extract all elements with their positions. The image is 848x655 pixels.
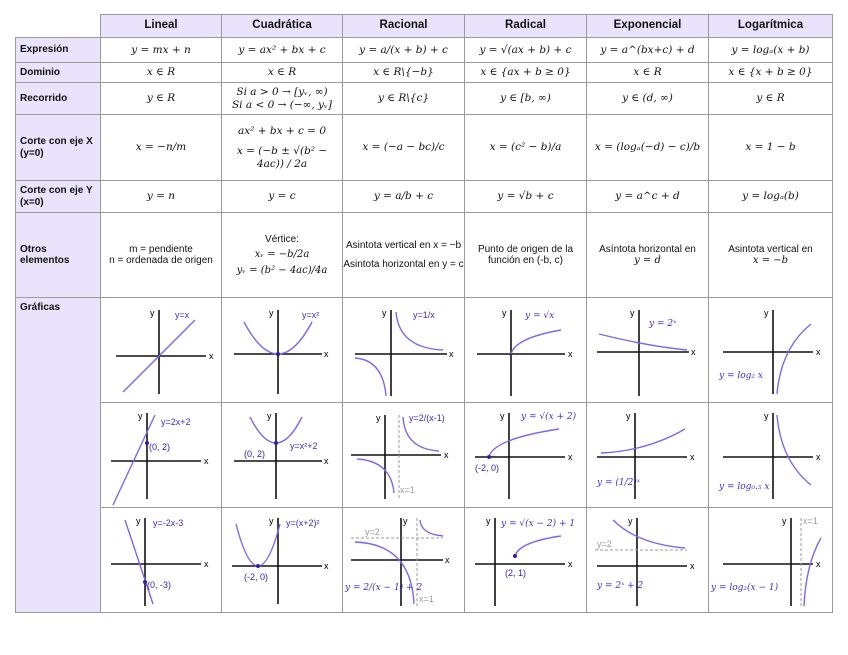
asymptote-h-label: y=2 xyxy=(365,527,380,537)
asymptote-v-label: x=1 xyxy=(419,594,434,604)
graph-lineal-2 xyxy=(101,403,221,507)
axis-y-label: y xyxy=(138,411,143,421)
point-label: (0, 2) xyxy=(149,442,171,452)
row-dominio xyxy=(16,63,833,83)
func-label: y=2/(x-1) xyxy=(409,413,445,423)
graph-cell-lineal-1 xyxy=(101,298,222,403)
func-label: y=x²+2 xyxy=(290,441,318,451)
corte-y-logaritmica: y = logₐ(b) xyxy=(709,181,833,213)
graph-cell-logaritmica-1 xyxy=(709,298,833,403)
row-label-graficas: Gráficas xyxy=(16,298,101,613)
origin-point xyxy=(487,455,491,459)
otros-cuadratica-3: yᵥ = (b² − 4ac)/4a xyxy=(236,264,328,276)
func-label: y = log₂(x − 1) xyxy=(711,583,779,593)
axis-x-label: x xyxy=(324,349,329,359)
function-comparison-table xyxy=(15,14,833,613)
axis-y-label: y xyxy=(764,411,769,421)
corte-x-logaritmica: x = 1 − b xyxy=(709,115,833,181)
expresion-radical: y = √(ax + b) + c xyxy=(465,38,587,63)
expresion-cuadratica: y = ax² + bx + c xyxy=(222,38,343,63)
expresion-racional: y = a/(x + b) + c xyxy=(343,38,465,63)
axis-x-label: x xyxy=(568,452,573,462)
curve xyxy=(613,520,685,548)
func-label: y=2x+2 xyxy=(161,417,191,427)
curve xyxy=(601,429,685,453)
dominio-lineal: x ∈ R xyxy=(101,63,222,83)
otros-lineal xyxy=(101,213,222,298)
otros-exponencial-2: y = d xyxy=(634,255,661,266)
corte-x-cuadratica xyxy=(222,115,343,181)
curve xyxy=(804,538,821,606)
row-label-corte-y-2: (x=0) xyxy=(20,196,44,208)
func-label: y = 2ˣ xyxy=(649,319,677,329)
point-label: (-2, 0) xyxy=(475,463,500,473)
otros-cuadratica-1: Vértice: xyxy=(265,233,299,245)
curve xyxy=(236,524,280,566)
otros-racional-2: Asintota horizontal en y = c xyxy=(343,259,464,270)
axis-y-label: y xyxy=(382,308,387,318)
axis-x-label: x xyxy=(324,456,329,466)
curve xyxy=(515,536,561,556)
graph-cell-exponencial-3 xyxy=(587,508,709,613)
func-label: y=1/x xyxy=(413,310,435,320)
expresion-exponencial: y = a^(bx+c) + d xyxy=(587,38,709,63)
asymptote-label: x=1 xyxy=(803,516,818,526)
otros-cuadratica xyxy=(222,213,343,298)
expresion-logaritmica: y = logₐ(x + b) xyxy=(709,38,833,63)
curve-branch-positive xyxy=(420,520,443,536)
axis-y-label: y xyxy=(502,308,507,318)
func-label: y = (1/2)ˣ xyxy=(597,478,641,488)
axis-x-label: x xyxy=(204,559,209,569)
graph-racional-1 xyxy=(343,298,464,402)
axis-y-label: y xyxy=(269,308,274,318)
vertex-point xyxy=(274,441,278,445)
graph-cell-cuadratica-3 xyxy=(222,508,343,613)
graph-logaritmica-2 xyxy=(709,403,832,507)
row-label-corte-y-1: Corte con eje Y xyxy=(20,185,93,196)
axis-x-label: x xyxy=(449,349,454,359)
axis-y-label: y xyxy=(136,516,141,526)
axis-y-label: y xyxy=(500,411,505,421)
graph-cell-racional-2 xyxy=(343,403,465,508)
axis-x-label: x xyxy=(568,559,573,569)
curve xyxy=(489,429,559,457)
header-racional: Racional xyxy=(343,15,465,38)
point-label: (2, 1) xyxy=(505,568,527,578)
axis-x-label: x xyxy=(690,561,695,571)
graph-cell-radical-1 xyxy=(465,298,587,403)
axis-y-label: y xyxy=(267,411,272,421)
recorrido-exponencial: y ∈ (d, ∞) xyxy=(587,83,709,115)
point-label: (0, -3) xyxy=(147,580,172,590)
row-graficas-1 xyxy=(16,298,833,403)
graph-lineal-1 xyxy=(101,298,221,402)
curve xyxy=(113,415,155,505)
recorrido-logaritmica: y ∈ R xyxy=(709,83,833,115)
graph-cell-cuadratica-2 xyxy=(222,403,343,508)
corner-cell xyxy=(16,15,101,38)
row-corte-y xyxy=(16,181,833,213)
header-logaritmica: Logarítmica xyxy=(709,15,833,38)
row-graficas-3 xyxy=(16,508,833,613)
axis-y-label: y xyxy=(486,516,491,526)
axis-x-label: x xyxy=(324,561,329,571)
func-label: y=(x+2)² xyxy=(286,518,320,528)
otros-radical: Punto de origen de la función en (-b, c) xyxy=(465,213,587,298)
axis-x-label: x xyxy=(690,452,695,462)
axis-x-label: x xyxy=(445,555,450,565)
axis-x-label: x xyxy=(691,347,696,357)
otros-logaritmica-2: x = −b xyxy=(752,255,789,266)
function-table-wrapper xyxy=(15,14,833,613)
dominio-exponencial: x ∈ R xyxy=(587,63,709,83)
origin-point xyxy=(513,554,517,558)
graph-cuadratica-1 xyxy=(222,298,342,402)
header-exponencial: Exponencial xyxy=(587,15,709,38)
graph-cell-lineal-3 xyxy=(101,508,222,613)
otros-exponencial xyxy=(587,213,709,298)
row-corte-x xyxy=(16,115,833,181)
row-graficas-2 xyxy=(16,403,833,508)
axis-x-label: x xyxy=(444,450,449,460)
graph-cell-racional-1 xyxy=(343,298,465,403)
func-label: y=-2x-3 xyxy=(153,518,184,528)
graph-racional-3 xyxy=(343,508,464,612)
vertex-point xyxy=(256,564,260,568)
curve-branch-negative xyxy=(355,358,386,396)
axis-x-label: x xyxy=(816,559,821,569)
recorrido-radical: y ∈ [b, ∞) xyxy=(465,83,587,115)
curve-branch-negative xyxy=(357,459,394,493)
graph-cell-logaritmica-3 xyxy=(709,508,833,613)
graph-cell-radical-3 xyxy=(465,508,587,613)
func-label: y=x xyxy=(175,310,190,320)
axis-y-label: y xyxy=(269,516,274,526)
row-label-otros xyxy=(16,213,101,298)
vertex-point xyxy=(276,352,280,356)
axis-y-label: y xyxy=(150,308,155,318)
corte-y-lineal: y = n xyxy=(101,181,222,213)
asymptote-label: y=2 xyxy=(597,539,612,549)
asymptote-label: x=1 xyxy=(400,485,415,495)
corte-x-exponencial: x = (logₐ(−d) − c)/b xyxy=(587,115,709,181)
axis-y-label: y xyxy=(782,516,787,526)
corte-x-radical: x = (c² − b)/a xyxy=(465,115,587,181)
graph-cell-logaritmica-2 xyxy=(709,403,833,508)
row-label-recorrido: Recorrido xyxy=(16,83,101,115)
graph-cell-exponencial-1 xyxy=(587,298,709,403)
point-label: (0, 2) xyxy=(244,449,266,459)
otros-logaritmica xyxy=(709,213,833,298)
dominio-racional: x ∈ R\{−b} xyxy=(343,63,465,83)
graph-cuadratica-2 xyxy=(222,403,342,507)
axis-y-label: y xyxy=(630,308,635,318)
dominio-logaritmica: x ∈ {x + b ≥ 0} xyxy=(709,63,833,83)
expresion-lineal: y = mx + n xyxy=(101,38,222,63)
axis-x-label: x xyxy=(568,349,573,359)
otros-racional xyxy=(343,213,465,298)
recorrido-cuadratica-1: Si a > 0 → [yᵥ, ∞) xyxy=(236,86,328,99)
func-label: y = 2ˣ + 2 xyxy=(597,581,644,591)
otros-cuadratica-2: xᵥ = −b/2a xyxy=(254,249,310,261)
dominio-cuadratica: x ∈ R xyxy=(222,63,343,83)
graph-cell-cuadratica-1 xyxy=(222,298,343,403)
curve xyxy=(777,415,811,485)
corte-y-radical: y = √b + c xyxy=(465,181,587,213)
otros-lineal-1: m = pendiente xyxy=(129,243,193,255)
curve-branch-negative xyxy=(355,542,414,604)
header-lineal: Lineal xyxy=(101,15,222,38)
graph-radical-2 xyxy=(465,403,586,507)
axis-x-label: x xyxy=(816,347,821,357)
header-row xyxy=(16,15,833,38)
corte-x-lineal: x = −n/m xyxy=(101,115,222,181)
graph-logaritmica-3 xyxy=(709,508,832,612)
func-label: y = √(x − 2) + 1 xyxy=(501,519,576,529)
row-otros xyxy=(16,213,833,298)
recorrido-lineal: y ∈ R xyxy=(101,83,222,115)
func-label: y = √x xyxy=(525,311,555,321)
row-label-otros-1: Otros xyxy=(20,243,47,255)
row-label-corte-x-1: Corte con eje X xyxy=(20,136,93,147)
corte-x-cuadratica-1: ax² + bx + c = 0 xyxy=(237,125,326,138)
corte-x-racional: x = (−a − bc)/c xyxy=(343,115,465,181)
func-label: y = log₀.₅ x xyxy=(719,482,770,492)
row-label-expresion: Expresión xyxy=(16,38,101,63)
header-cuadratica: Cuadrática xyxy=(222,15,343,38)
curve xyxy=(511,330,561,354)
axis-x-label: x xyxy=(209,351,214,361)
row-recorrido xyxy=(16,83,833,115)
graph-cuadratica-3 xyxy=(222,508,342,612)
graph-cell-radical-2 xyxy=(465,403,587,508)
axis-y-label: y xyxy=(626,411,631,421)
graph-cell-exponencial-2 xyxy=(587,403,709,508)
graph-logaritmica-1 xyxy=(709,298,832,402)
row-label-corte-x-2: (y=0) xyxy=(20,147,44,159)
recorrido-cuadratica-2: Si a < 0 → (−∞, yᵥ] xyxy=(231,98,333,111)
row-expresion xyxy=(16,38,833,63)
graph-exponencial-2 xyxy=(587,403,708,507)
func-label: y = 2/(x − 1) + 2 xyxy=(345,583,423,593)
curve xyxy=(599,334,687,350)
row-label-corte-x xyxy=(16,115,101,181)
row-label-otros-2: elementos xyxy=(20,255,70,266)
graph-lineal-3 xyxy=(101,508,221,612)
row-label-dominio: Dominio xyxy=(16,63,101,83)
axis-x-label: x xyxy=(204,456,209,466)
graph-radical-3 xyxy=(465,508,586,612)
graph-cell-racional-3 xyxy=(343,508,465,613)
recorrido-racional: y ∈ R\{c} xyxy=(343,83,465,115)
row-label-corte-y xyxy=(16,181,101,213)
corte-x-cuadratica-2: x = (−b ± √(b² − 4ac)) / 2a xyxy=(236,145,328,170)
curve xyxy=(777,324,811,394)
graph-cell-lineal-2 xyxy=(101,403,222,508)
curve xyxy=(125,520,153,604)
graph-exponencial-1 xyxy=(587,298,708,402)
graph-exponencial-3 xyxy=(587,508,708,612)
otros-racional-1: Asintota vertical en x = −b xyxy=(345,239,462,251)
corte-y-cuadratica: y = c xyxy=(222,181,343,213)
point-label: (-2, 0) xyxy=(244,572,269,582)
corte-y-exponencial: y = a^c + d xyxy=(587,181,709,213)
header-radical: Radical xyxy=(465,15,587,38)
corte-y-racional: y = a/b + c xyxy=(343,181,465,213)
graph-racional-2 xyxy=(343,403,464,507)
recorrido-cuadratica xyxy=(222,83,343,115)
axis-y-label: y xyxy=(628,516,633,526)
axis-y-label: y xyxy=(764,308,769,318)
axis-y-label: y xyxy=(376,413,381,423)
axis-x-label: x xyxy=(816,452,821,462)
otros-logaritmica-1: Asintota vertical en xyxy=(728,243,813,255)
otros-exponencial-1: Asíntota horizontal en xyxy=(599,243,696,255)
func-label: y = √(x + 2) xyxy=(521,412,577,422)
func-label: y=x² xyxy=(302,310,320,320)
func-label: y = log₂ x xyxy=(719,371,763,381)
axis-y-label: y xyxy=(403,516,408,526)
otros-lineal-2: n = ordenada de origen xyxy=(109,255,213,266)
graph-radical-1 xyxy=(465,298,586,402)
dominio-radical: x ∈ {ax + b ≥ 0} xyxy=(465,63,587,83)
